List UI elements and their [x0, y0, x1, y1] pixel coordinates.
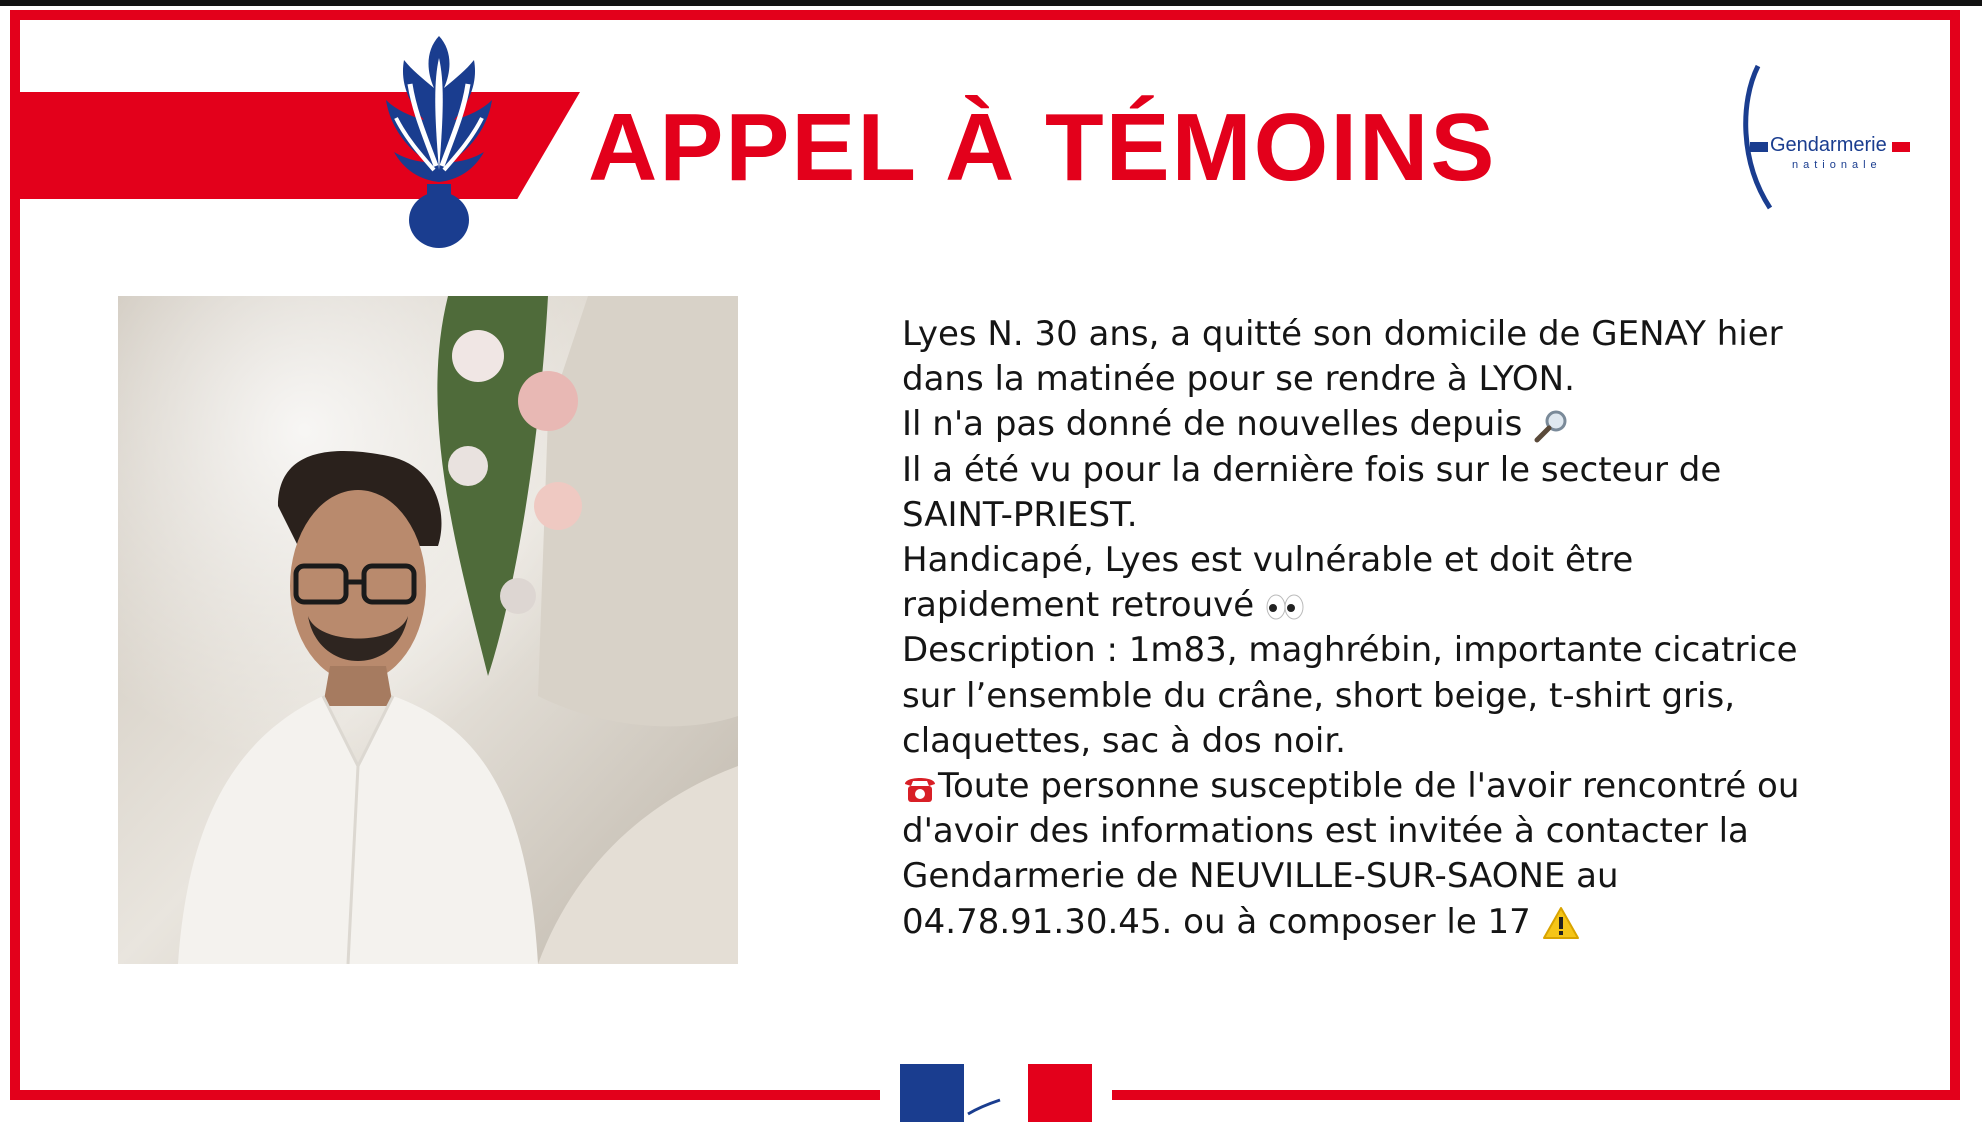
description-line: Gendarmerie de NEUVILLE-SUR-SAONE au [902, 856, 1619, 897]
description-line-text: 04.78.91.30.45. ou à composer le 17 [902, 901, 1531, 942]
logo-subtitle: nationale [1792, 159, 1882, 171]
top-edge [0, 0, 1982, 6]
grenade-flame-icon [382, 30, 496, 248]
appeal-description [902, 312, 1912, 945]
description-line [902, 764, 1912, 809]
magnifier-icon [1533, 409, 1569, 443]
telephone-icon [902, 772, 938, 804]
description-line-text: Il n'a pas donné de nouvelles depuis [902, 404, 1523, 445]
eyes-icon [1265, 593, 1305, 621]
description-line [902, 402, 1912, 447]
logo-red-flag-icon [1892, 142, 1910, 152]
description-line: SAINT-PRIEST. [902, 494, 1138, 535]
description-line: dans la matinée pour se rendre à LYON. [902, 359, 1575, 400]
logo-name: Gendarmerie [1770, 134, 1887, 156]
description-line [902, 583, 1912, 628]
logo-blue-flag-icon [1750, 142, 1768, 152]
description-line [902, 900, 1912, 945]
description-line: Handicapé, Lyes est vulnérable et doit être [902, 540, 1634, 581]
warning-icon [1542, 906, 1580, 940]
gendarmerie-logo [1730, 62, 1920, 212]
description-line: claquettes, sac à dos noir. [902, 720, 1346, 761]
marianne-logo-icon [900, 1064, 1092, 1122]
description-line: sur l’ensemble du crâne, short beige, t-shirt gris, [902, 675, 1735, 716]
page-title: APPEL À TÉMOINS [588, 94, 1497, 201]
missing-person-photo [118, 296, 738, 964]
description-line: Il a été vu pour la dernière fois sur le secteur de [902, 449, 1722, 490]
description-line: Lyes N. 30 ans, a quitté son domicile de GENAY hier [902, 314, 1783, 354]
marianne-profile-icon [944, 1064, 1044, 1122]
description-line: d'avoir des informations est invitée à contacter la [902, 811, 1749, 852]
description-line-text: Toute personne susceptible de l'avoir rencontré ou [938, 766, 1800, 807]
description-line: Description : 1m83, maghrébin, importante cicatrice [902, 630, 1798, 671]
description-line-text: rapidement retrouvé [902, 585, 1255, 626]
